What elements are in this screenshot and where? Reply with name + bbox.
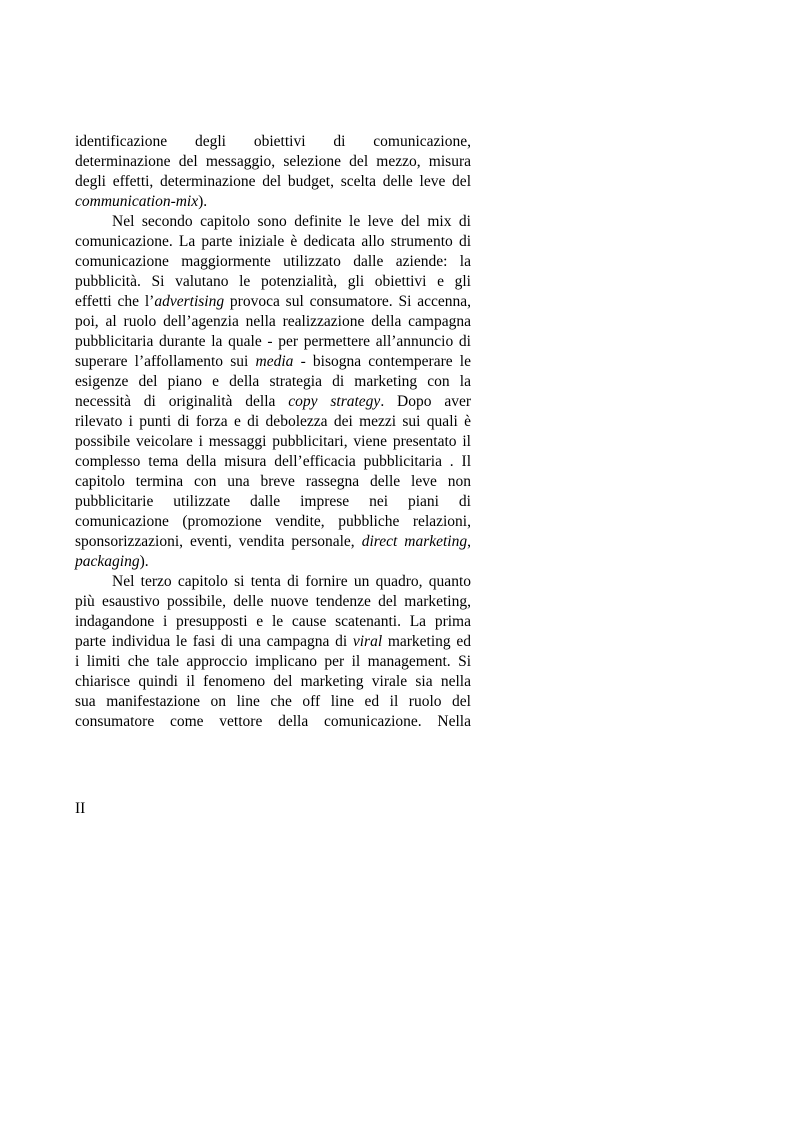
- text-line: [75, 632, 471, 652]
- text-line: [75, 592, 471, 612]
- text-run: comunicazione maggiormente utilizzato dalle aziende: la: [75, 253, 471, 270]
- text-run: degli effetti, determinazione del budget, scelta delle leve del: [75, 173, 471, 190]
- text-line: [75, 172, 471, 192]
- paragraph: [75, 572, 471, 732]
- text-run: ).: [139, 553, 149, 570]
- text-line: [75, 292, 471, 312]
- text-line: [75, 552, 471, 572]
- text-line: [75, 672, 471, 692]
- text-line: [75, 232, 471, 252]
- text-run: sua manifestazione on line che off line ed il ruolo del: [75, 693, 471, 710]
- text-line: [75, 452, 471, 472]
- text-line: [75, 332, 471, 352]
- text-line: [75, 392, 471, 412]
- text-line: [75, 512, 471, 532]
- body-text: [75, 132, 471, 732]
- paragraph: [75, 132, 471, 212]
- text-run: indagandone i presupposti e le cause scatenanti. La prima: [75, 613, 471, 630]
- text-run: chiarisce quindi il fenomeno del marketing virale sia nella: [75, 673, 471, 690]
- text-line: [75, 312, 471, 332]
- text-line: [75, 192, 471, 212]
- text-line: [75, 132, 471, 152]
- text-run: identificazione degli obiettivi di comunicazione,: [75, 133, 471, 150]
- text-line: [75, 272, 471, 292]
- text-line: [75, 352, 471, 372]
- text-line: [75, 152, 471, 172]
- text-run: pubblicitarie utilizzate dalle imprese nei piani di: [75, 493, 471, 510]
- text-run: marketing ed: [382, 633, 471, 650]
- text-run: effetti che l’: [75, 293, 155, 310]
- text-run: . Dopo aver: [380, 393, 472, 410]
- text-run: parte individua le fasi di una campagna di: [75, 633, 353, 650]
- text-run: superare l’affollamento sui: [75, 353, 256, 370]
- italic-text: communication-mix: [75, 193, 199, 210]
- text-run: poi, al ruolo dell’agenzia nella realizzazione della campagna: [75, 313, 471, 330]
- paragraph: [75, 212, 471, 572]
- text-line: [75, 412, 471, 432]
- italic-text: viral: [352, 633, 383, 650]
- text-run: determinazione del messaggio, selezione del mezzo, misura: [75, 153, 471, 170]
- text-run: più esaustivo possibile, delle nuove tendenze del marketing,: [75, 593, 471, 610]
- text-run: pubblicitaria durante la quale - per permettere all’annuncio di: [75, 333, 471, 350]
- text-line: [75, 432, 471, 452]
- text-run: provoca sul consumatore. Si accenna,: [224, 293, 472, 310]
- text-run: complesso tema della misura dell’efficacia pubblicitaria . Il: [75, 453, 471, 470]
- text-line: [75, 652, 471, 672]
- text-run: comunicazione (promozione vendite, pubbliche relazioni,: [75, 513, 471, 530]
- text-run: rilevato i punti di forza e di debolezza dei mezzi sui quali è: [75, 413, 471, 430]
- italic-text: advertising: [154, 293, 225, 310]
- text-run: ,: [467, 533, 471, 550]
- text-line: [75, 212, 471, 232]
- text-line: [75, 492, 471, 512]
- italic-text: packaging: [75, 553, 140, 570]
- page-number: II: [75, 800, 86, 817]
- text-run: Nel secondo capitolo sono definite le leve del mix di: [112, 213, 471, 230]
- text-line: [75, 712, 471, 732]
- text-run: Nel terzo capitolo si tenta di fornire un quadro, quanto: [112, 573, 471, 590]
- text-run: - bisogna contemperare le: [293, 353, 471, 370]
- text-run: pubblicità. Si valutano le potenzialità, gli obiettivi e gli: [75, 273, 471, 290]
- text-run: possibile veicolare i messaggi pubblicitari, viene presentato il: [75, 433, 471, 450]
- text-line: [75, 532, 471, 552]
- text-run: sponsorizzazioni, eventi, vendita personale,: [75, 533, 362, 550]
- text-run: i limiti che tale approccio implicano per il management. Si: [75, 653, 471, 670]
- italic-text: direct marketing: [361, 533, 468, 550]
- text-run: comunicazione. La parte iniziale è dedicata allo strumento di: [75, 233, 471, 250]
- italic-text: copy strategy: [288, 393, 381, 410]
- text-line: [75, 572, 471, 592]
- text-run: necessità di originalità della: [75, 393, 289, 410]
- text-run: esigenze del piano e della strategia di marketing con la: [75, 373, 471, 390]
- text-line: [75, 472, 471, 492]
- text-line: [75, 372, 471, 392]
- text-run: consumatore come vettore della comunicazione. Nella: [75, 713, 471, 730]
- text-line: [75, 252, 471, 272]
- text-run: capitolo termina con una breve rassegna delle leve non: [75, 473, 471, 490]
- text-run: ).: [198, 193, 208, 210]
- text-line: [75, 692, 471, 712]
- italic-text: media: [255, 353, 294, 370]
- text-line: [75, 612, 471, 632]
